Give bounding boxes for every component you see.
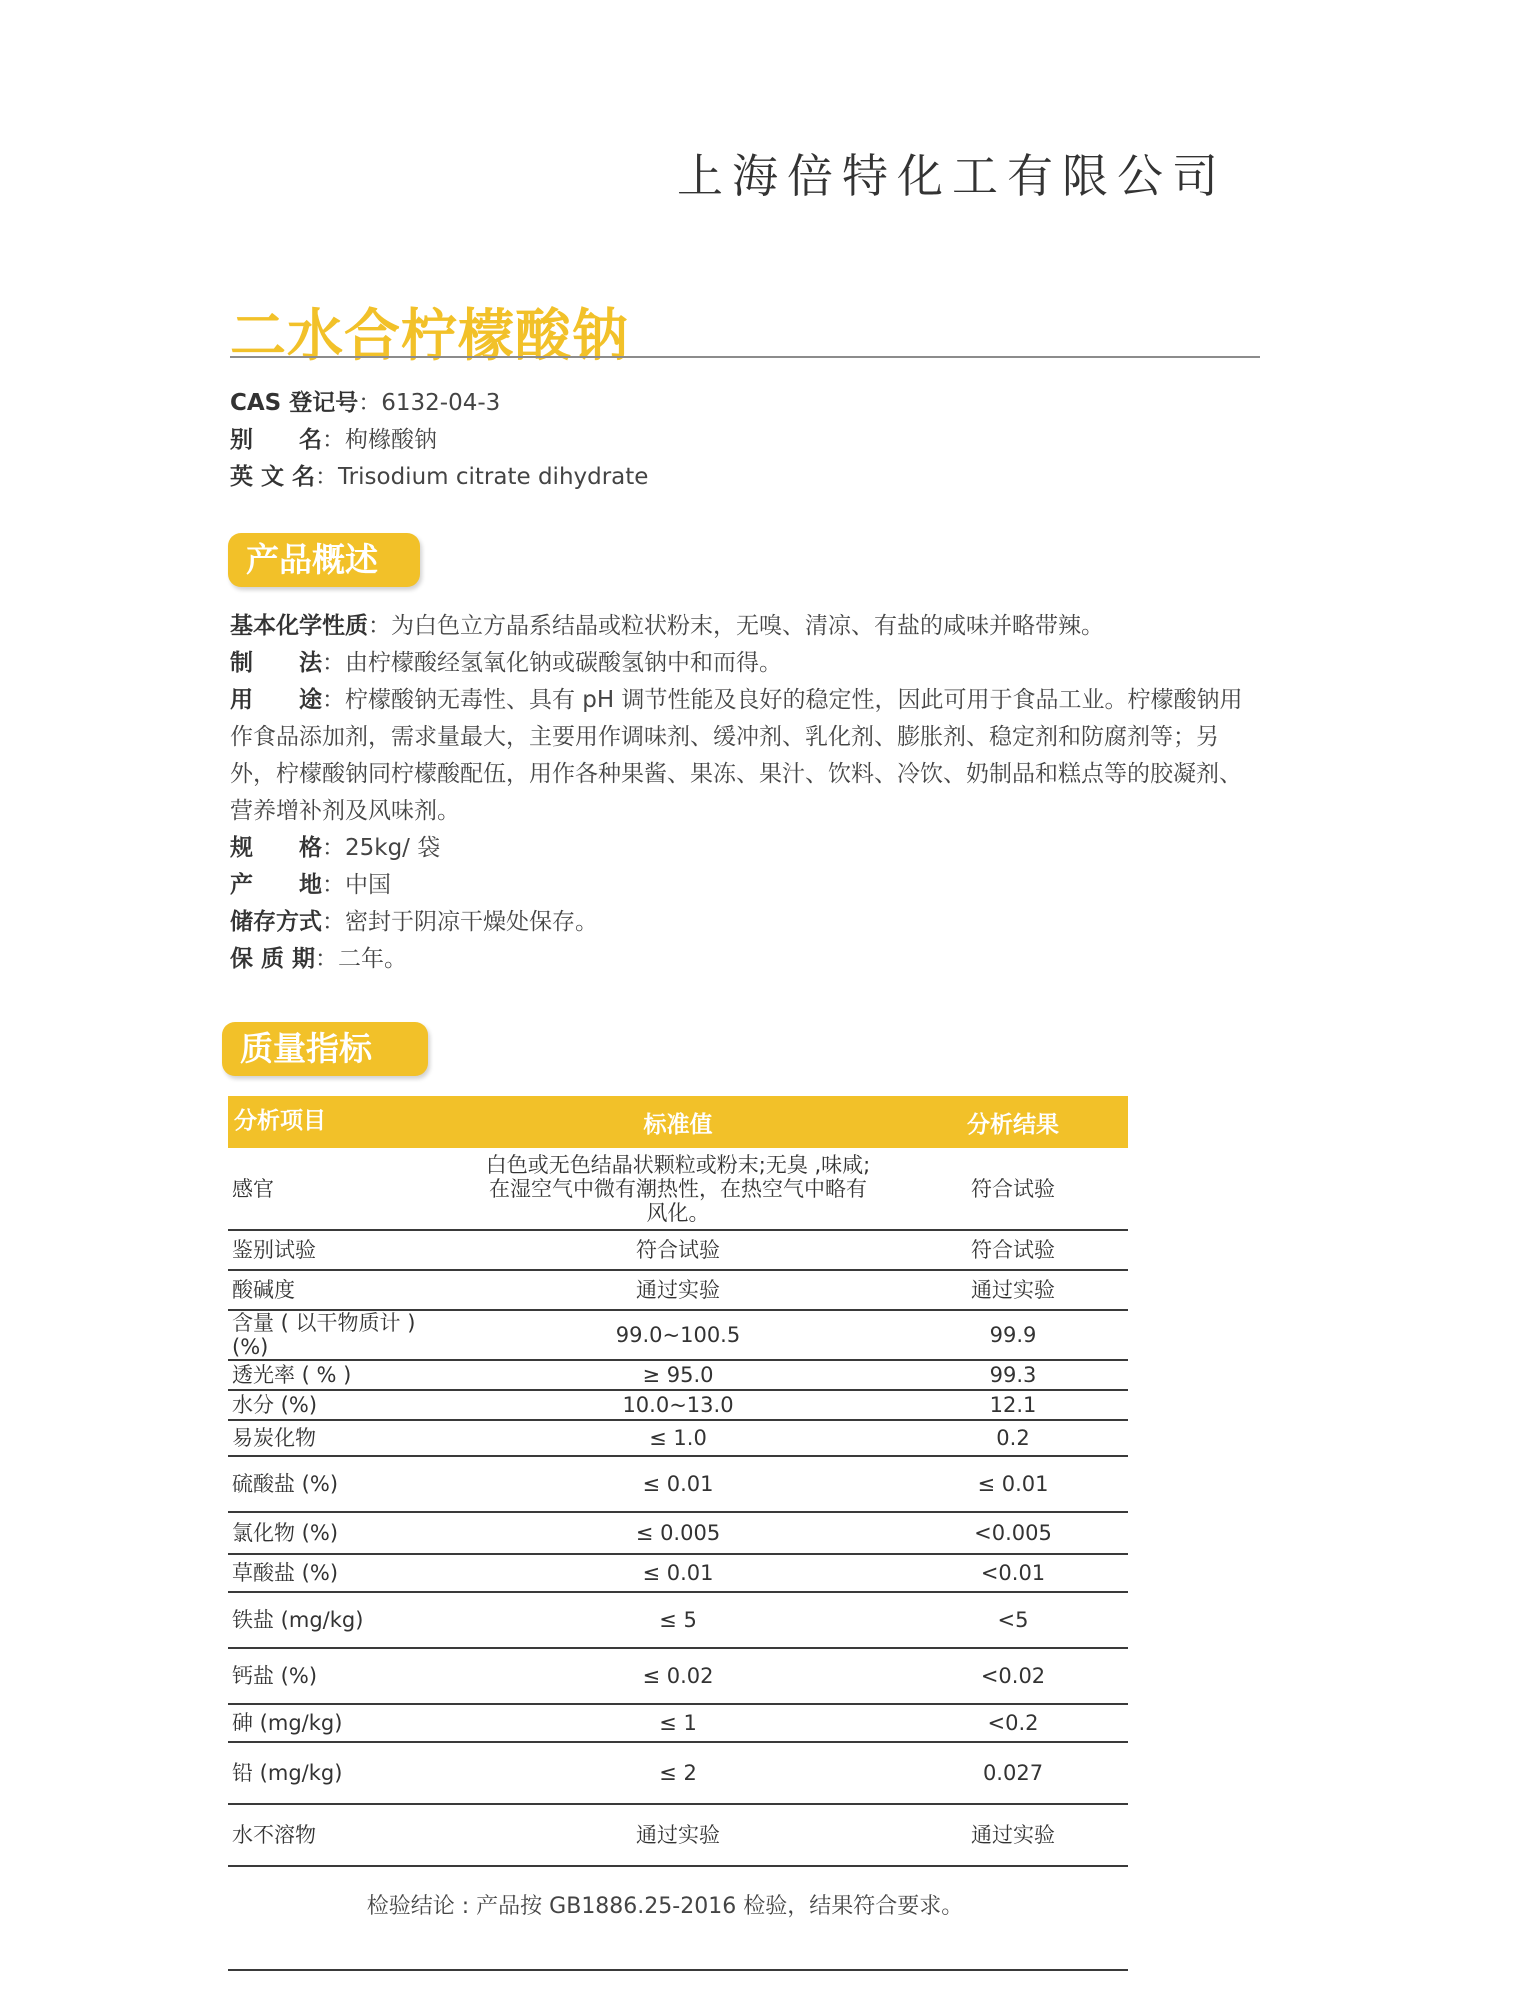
overview-value: ：柠檬酸钠无毒性、具有 pH 调节性能及良好的稳定性，因此可用于食品工业。柠檬酸钠用作食品添加剂，需求量最大，主要用作调味剂、缓冲剂、乳化剂、膨胀剂、稳定剂和防腐剂等；另外，柠檬酸钠同柠檬酸配伍，用作各种果酱、果冻、果汁、饮料、冷饮、奶制品和糕点等的胶凝剂、营养增补剂及风味剂。 [230,687,1243,824]
cell-item: 钙盐 (%) [228,1648,458,1704]
overview-section [230,608,1250,978]
cell-result: 符合试验 [898,1230,1128,1270]
table-row [228,1554,1128,1592]
cell-result: 通过实验 [898,1804,1128,1866]
overview-label: 基本化学性质 [230,613,368,639]
cell-result: 99.9 [898,1310,1128,1360]
cell-standard: 符合试验 [458,1230,898,1270]
cell-item: 感官 [228,1148,458,1230]
overview-value: ：二年。 [315,946,408,972]
cell-standard: 通过实验 [458,1804,898,1866]
overview-method [230,645,1250,682]
header-item: 分析项目 [228,1096,458,1148]
overview-value: ：由柠檬酸经氢氧化钠或碳酸氢钠中和而得。 [322,650,782,676]
cell-result: 通过实验 [898,1270,1128,1310]
cell-item: 含量 ( 以干物质计 ) (%) [228,1310,458,1360]
cell-item: 铁盐 (mg/kg) [228,1592,458,1648]
cell-item: 铅 (mg/kg) [228,1742,458,1804]
table-row [228,1230,1128,1270]
cell-item: 砷 (mg/kg) [228,1704,458,1742]
cell-item: 水不溶物 [228,1804,458,1866]
overview-usage [230,682,1250,830]
cell-standard: ≤ 0.005 [458,1512,898,1554]
product-title: 二水合柠檬酸钠 [230,304,629,369]
overview-label: 保 质 期 [230,946,316,972]
table-row [228,1390,1128,1420]
table-row [228,1742,1128,1804]
meta-label: 别 名 [230,427,322,453]
cell-item: 酸碱度 [228,1270,458,1310]
cell-item: 水分 (%) [228,1390,458,1420]
table-row [228,1310,1128,1360]
cell-result: 12.1 [898,1390,1128,1420]
cell-standard: ≤ 0.01 [458,1456,898,1512]
meta-cas [230,385,648,422]
table-header-row [228,1096,1128,1148]
overview-label: 储存方式 [230,909,322,935]
cell-result: <0.005 [898,1512,1128,1554]
overview-chemical-property [230,608,1250,645]
cell-standard: 白色或无色结晶状颗粒或粉末;无臭 ,味咸; 在湿空气中微有潮热性，在热空气中略有 风化。 [458,1148,898,1230]
table-row [228,1456,1128,1512]
overview-label: 规 格 [230,835,322,861]
cell-item: 硫酸盐 (%) [228,1456,458,1512]
cell-item: 透光率 ( % ) [228,1360,458,1390]
cell-standard: ≤ 2 [458,1742,898,1804]
cell-standard: ≥ 95.0 [458,1360,898,1390]
table-row [228,1592,1128,1648]
table-row [228,1512,1128,1554]
meta-english-name [230,459,648,496]
cell-result: 99.3 [898,1360,1128,1390]
cell-item: 草酸盐 (%) [228,1554,458,1592]
product-meta [230,385,648,496]
inspection-conclusion: 检验结论 : 产品按 GB1886.25-2016 检验，结果符合要求。 [366,1894,964,1919]
cell-standard: ≤ 0.02 [458,1648,898,1704]
overview-spec [230,830,1250,867]
meta-value: ：枸橼酸钠 [322,427,437,453]
overview-storage [230,904,1250,941]
section-heading-quality: 质量指标 [222,1022,428,1076]
overview-label: 制 法 [230,650,322,676]
cell-result: 0.027 [898,1742,1128,1804]
cell-result: <0.02 [898,1648,1128,1704]
cell-standard: ≤ 1 [458,1704,898,1742]
table-row [228,1804,1128,1866]
cell-standard: 99.0~100.5 [458,1310,898,1360]
quality-spec-table [228,1096,1128,1867]
meta-label: 英 文 名 [230,464,316,490]
overview-value: ：密封于阴凉干燥处保存。 [322,909,598,935]
cell-item: 鉴别试验 [228,1230,458,1270]
cell-item: 氯化物 (%) [228,1512,458,1554]
table-row [228,1360,1128,1390]
header-standard: 标准值 [458,1096,898,1148]
section-heading-overview: 产品概述 [228,533,420,587]
overview-value: ：中国 [322,872,391,898]
cell-item: 易炭化物 [228,1420,458,1456]
cell-result: ≤ 0.01 [898,1456,1128,1512]
table-row [228,1648,1128,1704]
overview-value: ：25kg/ 袋 [322,835,441,861]
meta-alias [230,422,648,459]
cell-result: <0.2 [898,1704,1128,1742]
cell-result: <5 [898,1592,1128,1648]
cell-result: 0.2 [898,1420,1128,1456]
cell-result: <0.01 [898,1554,1128,1592]
title-divider [230,356,1260,358]
table-row [228,1270,1128,1310]
meta-value: ：Trisodium citrate dihydrate [315,464,649,490]
cell-standard: ≤ 0.01 [458,1554,898,1592]
table-row [228,1704,1128,1742]
overview-shelf-life [230,941,1250,978]
overview-origin [230,867,1250,904]
meta-label: CAS 登记号 [230,390,359,416]
header-result: 分析结果 [898,1096,1128,1148]
overview-value: ：为白色立方晶系结晶或粒状粉末，无嗅、清凉、有盐的咸味并略带辣。 [368,613,1104,639]
cell-result: 符合试验 [898,1148,1128,1230]
table-row [228,1420,1128,1456]
cell-standard: ≤ 1.0 [458,1420,898,1456]
table-row [228,1148,1128,1230]
cell-standard: 通过实验 [458,1270,898,1310]
bottom-divider [228,1969,1128,1971]
meta-value: ：6132-04-3 [358,390,501,416]
overview-label: 产 地 [230,872,322,898]
cell-standard: ≤ 5 [458,1592,898,1648]
company-name: 上海倍特化工有限公司 [677,149,1227,203]
cell-standard: 10.0~13.0 [458,1390,898,1420]
overview-label: 用 途 [230,687,322,713]
